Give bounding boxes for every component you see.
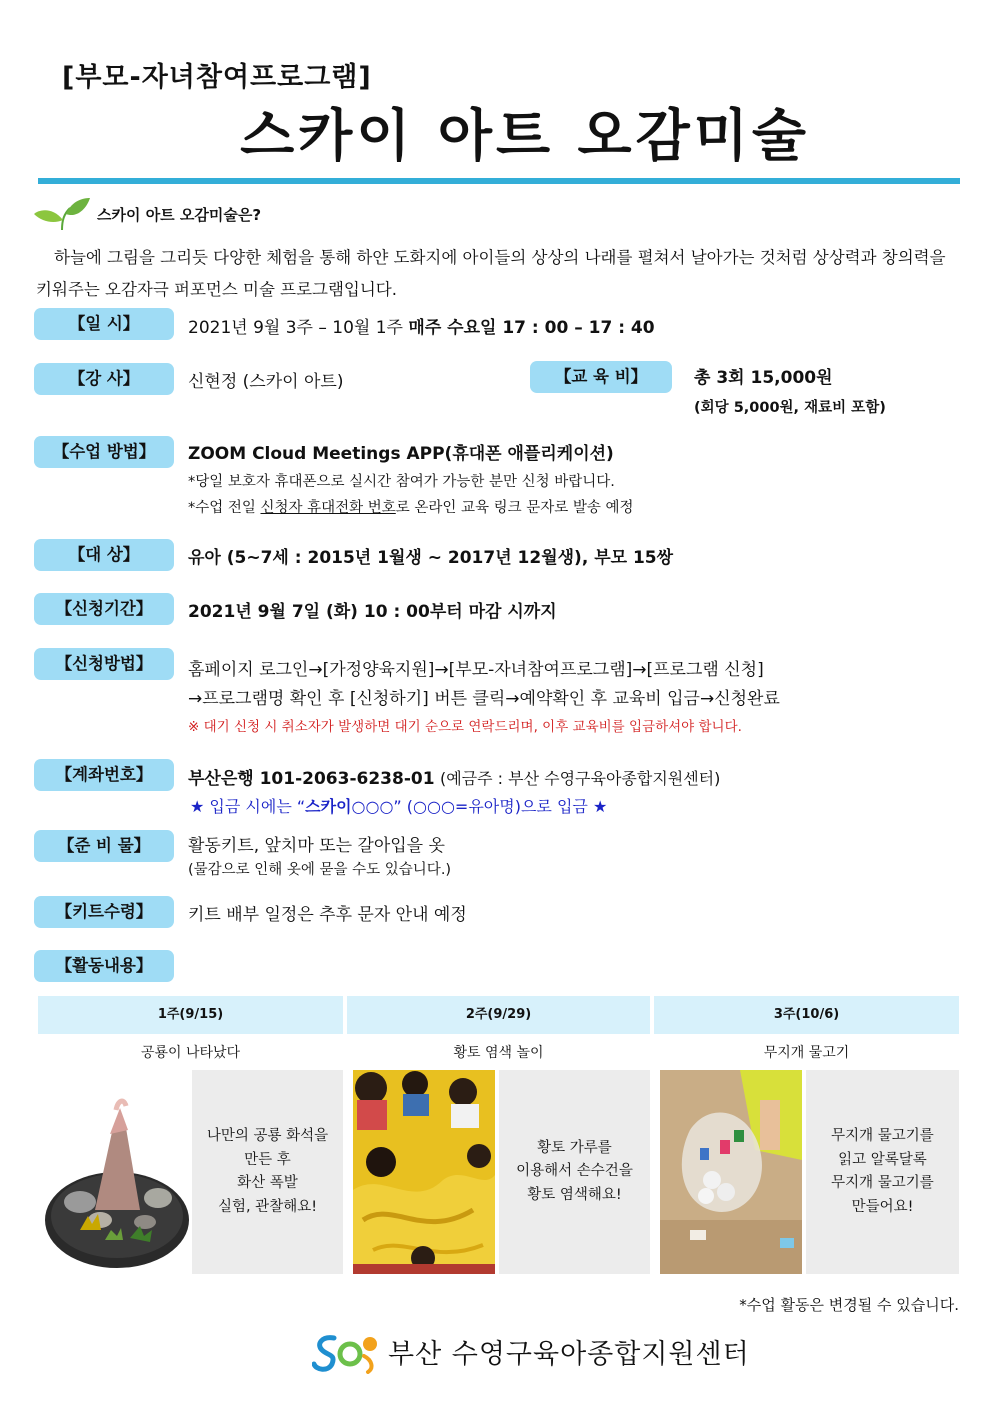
sprout-icon [32, 196, 92, 232]
apply-note: ※ 대기 신청 시 취소자가 발생하면 대기 순으로 연락드리며, 이후 교육비를 입금하셔야 합니다. [188, 719, 742, 735]
week-1-desc-line: 화산 폭발 [237, 1175, 298, 1191]
page-title: 스카이 아트 오감미술 [240, 104, 810, 169]
method-note-2a: *수업 전일 [188, 500, 261, 516]
supplies-value: 활동키트, 앞치마 또는 갈아입을 옷 [188, 836, 445, 856]
method-note-1: *당일 보호자 휴대폰으로 실시간 참여가 가능한 분만 신청 바랍니다. [188, 474, 615, 490]
fee-label: 【교 육 비】 [530, 361, 672, 393]
title-divider [38, 178, 960, 184]
deposit-a: ★ 입금 시에는 “ [190, 797, 306, 816]
week-1-title: 공룡이 나타났다 [140, 1045, 241, 1061]
week-3-title: 무지개 물고기 [763, 1045, 850, 1061]
kit-value: 키트 배부 일정은 추후 문자 안내 예정 [188, 905, 467, 925]
week-1-photo [40, 1070, 190, 1274]
week-1-desc-line: 나만의 공룡 화석을 [206, 1128, 329, 1144]
method-note-2-underlined: 신청자 휴대전화 번호 [260, 500, 396, 516]
week-1-desc-line: 만든 후 [244, 1151, 291, 1168]
account-label: 【계좌번호】 [34, 759, 174, 791]
week-2-desc-line: 이용해서 손수건을 [516, 1163, 633, 1180]
schedule-value [188, 313, 655, 338]
week-2-title: 황토 염색 놀이 [453, 1045, 544, 1061]
fee-detail: (회당 5,000원, 재료비 포함) [694, 400, 886, 416]
account-value [188, 764, 720, 789]
week-3-header: 3주(10/6) [654, 996, 959, 1034]
week-3-desc-line: 만들어요! [851, 1198, 914, 1215]
week-3-desc-line: 무지개 물고기를 [831, 1128, 934, 1144]
intro-body: 하늘에 그림을 그리듯 다양한 체험을 통해 하얀 도화지에 아이들의 상상의 나래를 펼쳐서 날아가는 것처럼 상상력과 창의력을 키워주는 오감자극 퍼포먼스 미술 프로그램입니다. [36, 248, 946, 299]
period-label: 【신청기간】 [34, 593, 174, 625]
week-2-desc-line: 황토 염색해요! [527, 1186, 622, 1203]
apply-line-1: 홈페이지 로그인→[가정양육지원]→[부모-자녀참여프로그램]→[프로그램 신청] [188, 660, 764, 680]
method-note-2b: 로 온라인 교육 링크 문자로 발송 예정 [395, 500, 634, 516]
fee-value: 총 3회 15,000원 [694, 368, 833, 388]
apply-line-2: →프로그램명 확인 후 [신청하기] 버튼 클릭→예약확인 후 교육비 입금→신청완료 [188, 689, 780, 709]
instructor-label: 【강 사】 [34, 363, 174, 395]
instructor-value: 신현정 (스카이 아트) [188, 372, 344, 392]
method-note-2 [188, 496, 634, 517]
week-1-desc-line: 실험, 관찰해요! [217, 1198, 318, 1215]
week-2-description [499, 1070, 650, 1274]
schedule-time: 매주 수요일 17 : 00 – 17 : 40 [408, 318, 655, 338]
period-value: 2021년 9월 7일 (화) 10 : 00부터 마감 시까지 [188, 602, 557, 622]
account-bank: 부산은행 101-2063-6238-01 [188, 769, 435, 789]
schedule-dates: 2021년 9월 3주 – 10월 1주 [188, 318, 403, 338]
center-logo-icon [312, 1330, 382, 1374]
schedule-label: 【일 시】 [34, 308, 174, 340]
deposit-instruction [190, 794, 607, 817]
target-label: 【대 상】 [34, 539, 174, 571]
week-1-header: 1주(9/15) [38, 996, 343, 1034]
account-holder: (예금주 : 부산 수영구육아종합지원센터) [439, 769, 721, 788]
deposit-c: ○○○” (○○○=유아명)으로 입금 ★ [351, 797, 608, 816]
program-subtitle: [부모-자녀참여프로그램] [62, 62, 372, 93]
supplies-label: 【준 비 물】 [34, 830, 174, 862]
week-1-description [192, 1070, 343, 1274]
week-3-desc-line: 무지개 물고기를 [831, 1175, 934, 1191]
supplies-note: (물감으로 인해 옷에 묻을 수도 있습니다.) [188, 862, 452, 878]
week-3-desc-line: 읽고 알록달록 [838, 1151, 927, 1168]
deposit-b: 스카이 [305, 797, 352, 816]
week-2-desc-line: 황토 가루를 [537, 1139, 612, 1156]
week-3-description [806, 1070, 959, 1274]
kit-label: 【키트수령】 [34, 896, 174, 928]
activities-label: 【활동내용】 [34, 950, 174, 982]
method-label: 【수업 방법】 [34, 436, 174, 468]
intro-heading: 스카이 아트 오감미술은? [97, 206, 262, 224]
apply-label: 【신청방법】 [34, 648, 174, 680]
activity-change-note: *수업 활동은 변경될 수 있습니다. [739, 1296, 959, 1314]
target-value: 유아 (5~7세 : 2015년 1월생 ~ 2017년 12월생), 부모 15쌍 [188, 548, 674, 568]
week-2-header: 2주(9/29) [347, 996, 650, 1034]
week-3-photo [660, 1070, 802, 1274]
week-2-photo [353, 1070, 495, 1274]
method-value: ZOOM Cloud Meetings APP(휴대폰 애플리케이션) [188, 444, 614, 464]
center-name: 부산 수영구육아종합지원센터 [388, 1339, 750, 1370]
